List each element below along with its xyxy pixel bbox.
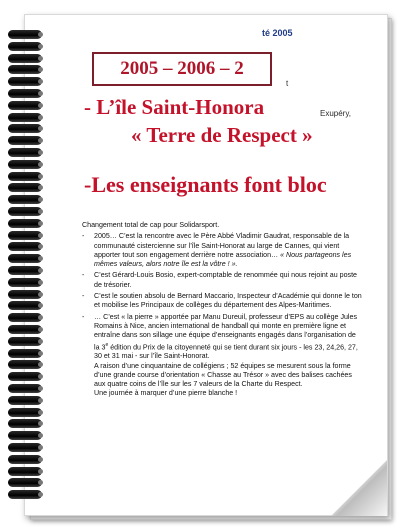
spiral-ring <box>8 254 42 263</box>
headline-terre-de-respect: « Terre de Respect » <box>131 123 313 147</box>
spiral-ring <box>8 124 42 133</box>
article-body <box>82 221 362 399</box>
closing-line: Une journée à marquer d’une pierre blanche ! <box>94 389 238 398</box>
binding-hole <box>38 315 43 320</box>
spiral-ring <box>8 101 42 110</box>
spiral-ring <box>8 113 42 122</box>
binding-hole <box>38 174 43 179</box>
list-item <box>82 232 362 269</box>
binding-hole <box>38 280 43 285</box>
spiral-ring <box>8 372 42 381</box>
spiral-ring <box>8 278 42 287</box>
spiral-ring <box>8 419 42 428</box>
binding-hole <box>38 209 43 214</box>
closing-paragraph: A raison d’une cinquantaine de collégiens ; 52 équipes se mesurent sous la forme d’une grande course d’orientation « Chasse au Trésor » avec des balises cachées aux quatre coins de l’île sur les 7 valeurs de la Charte du Respect. <box>94 361 352 389</box>
spiral-ring <box>8 290 42 299</box>
binding-hole <box>38 327 43 332</box>
list-item <box>82 292 362 311</box>
spiral-ring <box>8 160 42 169</box>
list-dash: - <box>82 312 85 321</box>
binding-hole <box>38 185 43 190</box>
spiral-ring <box>8 384 42 393</box>
binding-hole <box>38 44 43 49</box>
item-text-cont: édition du Prix de la citoyenneté qui se tient durant six jours - les 23, 24,26, 27, 30 et 31 mai - sur l’île Saint-Honorat. <box>94 342 358 361</box>
binding-hole <box>38 386 43 391</box>
spiral-ring <box>8 42 42 51</box>
binding-hole <box>38 303 43 308</box>
spiral-ring <box>8 301 42 310</box>
edge-note-fragment: t <box>286 79 289 88</box>
binding-hole <box>38 457 43 462</box>
spiral-ring <box>8 136 42 145</box>
item-text: C’est Gérard-Louis Bosio, expert-comptable de renommée qui nous rejoint au poste de trésorier. <box>94 271 358 289</box>
list-item <box>82 313 362 362</box>
spiral-ring <box>8 266 42 275</box>
binding-hole <box>38 150 43 155</box>
binding-hole <box>38 480 43 485</box>
spiral-ring <box>8 77 42 86</box>
binding-hole <box>38 339 43 344</box>
spiral-binding <box>8 30 48 510</box>
list-item <box>82 271 362 290</box>
binding-hole <box>38 445 43 450</box>
list-dash: - <box>82 292 85 301</box>
binding-hole <box>38 362 43 367</box>
spiral-ring <box>8 89 42 98</box>
spiral-ring <box>8 183 42 192</box>
binding-hole <box>38 233 43 238</box>
binding-hole <box>38 103 43 108</box>
spiral-ring <box>8 219 42 228</box>
binding-hole <box>38 115 43 120</box>
spiral-ring <box>8 172 42 181</box>
spiral-ring <box>8 349 42 358</box>
headline-ile-saint-honorat: - L’île Saint-Honora <box>84 95 265 119</box>
binding-hole <box>38 244 43 249</box>
binding-hole <box>38 197 43 202</box>
item-text: C’est le soutien absolu de Bernard Maccario, Inspecteur d’Académie qui donne le ton et mobilise les Principaux de collèges du département des Alpes-Maritimes. <box>94 292 362 310</box>
spiral-ring <box>8 148 42 157</box>
binding-hole <box>38 410 43 415</box>
spiral-ring <box>8 431 42 440</box>
edge-note-date: té 2005 <box>262 28 293 38</box>
years-box <box>92 52 272 86</box>
spiral-ring <box>8 408 42 417</box>
binding-hole <box>38 67 43 72</box>
spiral-ring <box>8 467 42 476</box>
binding-hole <box>38 56 43 61</box>
spiral-ring <box>8 207 42 216</box>
binding-hole <box>38 138 43 143</box>
years-label: 2005 – 2006 – 2 <box>120 58 244 79</box>
binding-hole <box>38 351 43 356</box>
item-quote: « Nous partageons les mêmes valeurs, alors notre île est la vôtre ! ». <box>94 250 352 269</box>
spiral-ring <box>8 231 42 240</box>
binding-hole <box>38 256 43 261</box>
binding-hole <box>38 126 43 131</box>
spiral-ring <box>8 325 42 334</box>
item-text: 2005… C’est la rencontre avec le Père Abbé Vladimir Gaudrat, responsable de la communauté cistercienne sur l’île Saint-Honorat au large de Cannes, qui vient apporter tout son engagement derrière notre association… <box>94 232 350 259</box>
binding-hole <box>38 91 43 96</box>
binding-hole <box>38 292 43 297</box>
list-dash: - <box>82 232 85 241</box>
spiral-ring <box>8 195 42 204</box>
binding-hole <box>38 433 43 438</box>
spiral-ring <box>8 54 42 63</box>
headline-enseignants: -Les enseignants font bloc <box>84 172 327 197</box>
spiral-ring <box>8 313 42 322</box>
binding-hole <box>38 374 43 379</box>
binding-hole <box>38 79 43 84</box>
ordinal-sup: e <box>105 341 109 348</box>
intro-line: Changement total de cap pour Solidarsport. <box>82 221 220 229</box>
binding-hole <box>38 221 43 226</box>
edge-note-exupery: Exupéry, <box>320 109 351 118</box>
binding-hole <box>38 268 43 273</box>
spiral-ring <box>8 396 42 405</box>
binding-hole <box>38 421 43 426</box>
spiral-ring <box>8 30 42 39</box>
binding-hole <box>38 469 43 474</box>
binding-hole <box>38 162 43 167</box>
spiral-ring <box>8 65 42 74</box>
spiral-ring <box>8 337 42 346</box>
spiral-ring <box>8 360 42 369</box>
spiral-ring <box>8 242 42 251</box>
binding-hole <box>38 32 43 37</box>
binding-hole <box>38 398 43 403</box>
spiral-ring <box>8 478 42 487</box>
spiral-ring <box>8 443 42 452</box>
spiral-ring <box>8 455 42 464</box>
item-text: … C’est « la pierre » apportée par Manu Dureuil, professeur d’EPS au collège Jules Romains à Nice, ancien international de handball qui monte en première ligne et entraîne dans son sillage une équipe d’enseignants engagés dans l’organisation de la 3 <box>94 312 358 351</box>
list-dash: - <box>82 271 85 280</box>
binding-hole <box>38 492 43 497</box>
spiral-ring <box>8 490 42 499</box>
